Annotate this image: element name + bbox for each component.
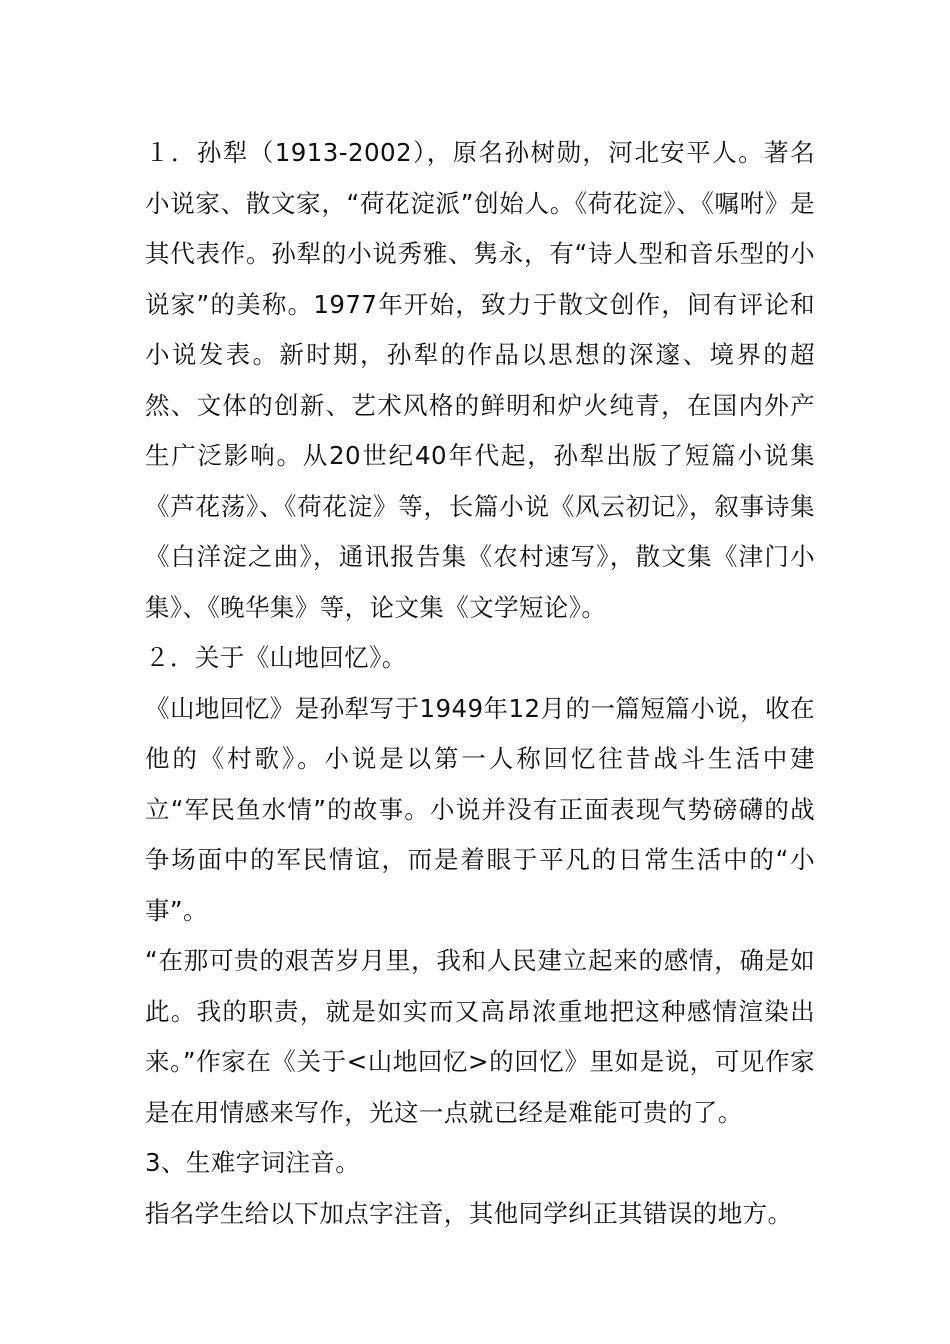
paragraph-story-intro: 《山地回忆》是孙犁写于1949年12月的一篇短篇小说，收在他的《村歌》。小说是以第一人称回忆往昔战斗生活中建立“军民鱼水情”的故事。小说并没有正面表现气势磅礴的战争场面中的军民情谊，而是着眼于平凡的日常生活中的“小事”。 — [145, 693, 815, 925]
paragraph-instruction: 指名学生给以下加点字注音，其他同学纠正其错误的地方。 — [145, 1198, 793, 1228]
paragraph-sun-li-biography: １．孙犁（1913-2002），原名孙树勋，河北安平人。著名小说家、散文家，“荷花淀派”创始人。《荷花淀》、《嘱咐》是其代表作。孙犁的小说秀雅、隽永，有“诗人型和音乐型的小说家”的美称。1977年开始，致力于散文创作，间有评论和小说发表。新时期，孙犁的作品以思想的深邃、境界的超然、文体的创新、艺术风格的鲜明和炉火纯青，在国内外产生广泛影响。从20世纪40年代起，孙犁出版了短篇小说集《芦花荡》、《荷花淀》等，长篇小说《风云初记》，叙事诗集《白洋淀之曲》，通讯报告集《农村速写》，散文集《津门小集》、《晚华集》等，论文集《文学短论》。 — [145, 138, 815, 622]
paragraph-vocab-heading: 3、生难字词注音。 — [145, 1148, 361, 1177]
paragraph-about-heading: ２．关于《山地回忆》。 — [145, 643, 407, 672]
document-page — [145, 128, 815, 1239]
paragraph-author-quote: “在那可贵的艰苦岁月里，我和人民建立起来的感情，确是如此。我的职责，就是如实而又高昂浓重地把这种感情渲染出来。”作家在《关于<山地回忆>的回忆》里如是说，可见作家是在用情感来写作，光这一点就已经是难能可贵的了。 — [145, 946, 815, 1127]
